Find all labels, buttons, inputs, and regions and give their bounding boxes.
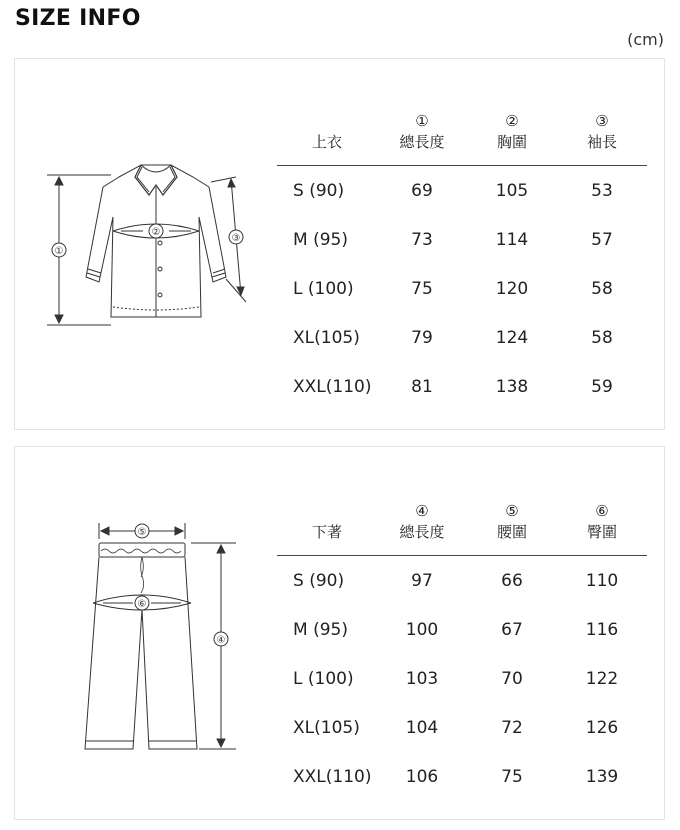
value-cell: 75	[411, 278, 433, 299]
size-cell: XL(105)	[293, 717, 360, 738]
value-cell: 114	[495, 229, 529, 250]
value-cell: 72	[501, 717, 523, 738]
size-cell: S (90)	[293, 570, 345, 591]
category-header: 下著	[277, 477, 377, 556]
value-cell: 122	[585, 668, 619, 689]
value-cell: 139	[585, 766, 619, 787]
bottom-size-panel	[14, 446, 665, 820]
value-cell: 105	[495, 180, 529, 201]
shirt-diagram	[41, 157, 261, 337]
size-cell: XXL(110)	[293, 766, 372, 787]
value-cell: 138	[495, 376, 529, 397]
value-cell: 73	[411, 229, 433, 250]
value-cell: 59	[591, 376, 613, 397]
size-cell: XXL(110)	[293, 376, 372, 397]
value-cell: 106	[405, 766, 439, 787]
value-cell: 58	[591, 278, 613, 299]
column-header: ③ 袖長	[557, 87, 647, 166]
table-row	[277, 703, 647, 752]
value-cell: 53	[591, 180, 613, 201]
value-cell: 57	[591, 229, 613, 250]
size-cell: XL(105)	[293, 327, 360, 348]
table-row	[277, 166, 647, 216]
value-cell: 104	[405, 717, 439, 738]
mark-3: ③	[231, 233, 241, 244]
column-header: ① 總長度	[377, 87, 467, 166]
table-row	[277, 752, 647, 801]
top-size-panel	[14, 58, 665, 430]
mark-2: ②	[151, 227, 161, 238]
mark-1: ①	[54, 246, 64, 257]
table-row	[277, 313, 647, 362]
unit-label: (cm)	[627, 30, 664, 49]
column-header: ⑥ 臀圍	[557, 477, 647, 556]
table-header-row	[277, 87, 647, 166]
mark-5: ⑤	[137, 527, 147, 538]
top-size-table	[277, 87, 647, 411]
bottom-size-table	[277, 477, 647, 801]
value-cell: 103	[405, 668, 439, 689]
size-cell: S (90)	[293, 180, 345, 201]
column-header: ⑤ 腰圍	[467, 477, 557, 556]
column-header: ④ 總長度	[377, 477, 467, 556]
table-row	[277, 605, 647, 654]
page-title: SIZE INFO	[15, 6, 141, 31]
value-cell: 81	[411, 376, 433, 397]
size-cell: M (95)	[293, 229, 348, 250]
value-cell: 124	[495, 327, 529, 348]
size-cell: L (100)	[293, 278, 354, 299]
table-row	[277, 362, 647, 411]
table-row	[277, 556, 647, 606]
size-cell: M (95)	[293, 619, 348, 640]
table-row	[277, 654, 647, 703]
mark-6: ⑥	[137, 599, 147, 610]
table-row	[277, 215, 647, 264]
value-cell: 67	[501, 619, 523, 640]
value-cell: 79	[411, 327, 433, 348]
table-row	[277, 264, 647, 313]
value-cell: 97	[411, 570, 433, 591]
size-cell: L (100)	[293, 668, 354, 689]
mark-4: ④	[216, 635, 226, 646]
table-header-row	[277, 477, 647, 556]
pants-diagram	[41, 499, 251, 759]
value-cell: 126	[585, 717, 619, 738]
value-cell: 70	[501, 668, 523, 689]
value-cell: 116	[585, 619, 619, 640]
value-cell: 100	[405, 619, 439, 640]
value-cell: 66	[501, 570, 523, 591]
category-header: 上衣	[277, 87, 377, 166]
value-cell: 110	[585, 570, 619, 591]
column-header: ② 胸圍	[467, 87, 557, 166]
value-cell: 120	[495, 278, 529, 299]
value-cell: 75	[501, 766, 523, 787]
value-cell: 69	[411, 180, 433, 201]
value-cell: 58	[591, 327, 613, 348]
